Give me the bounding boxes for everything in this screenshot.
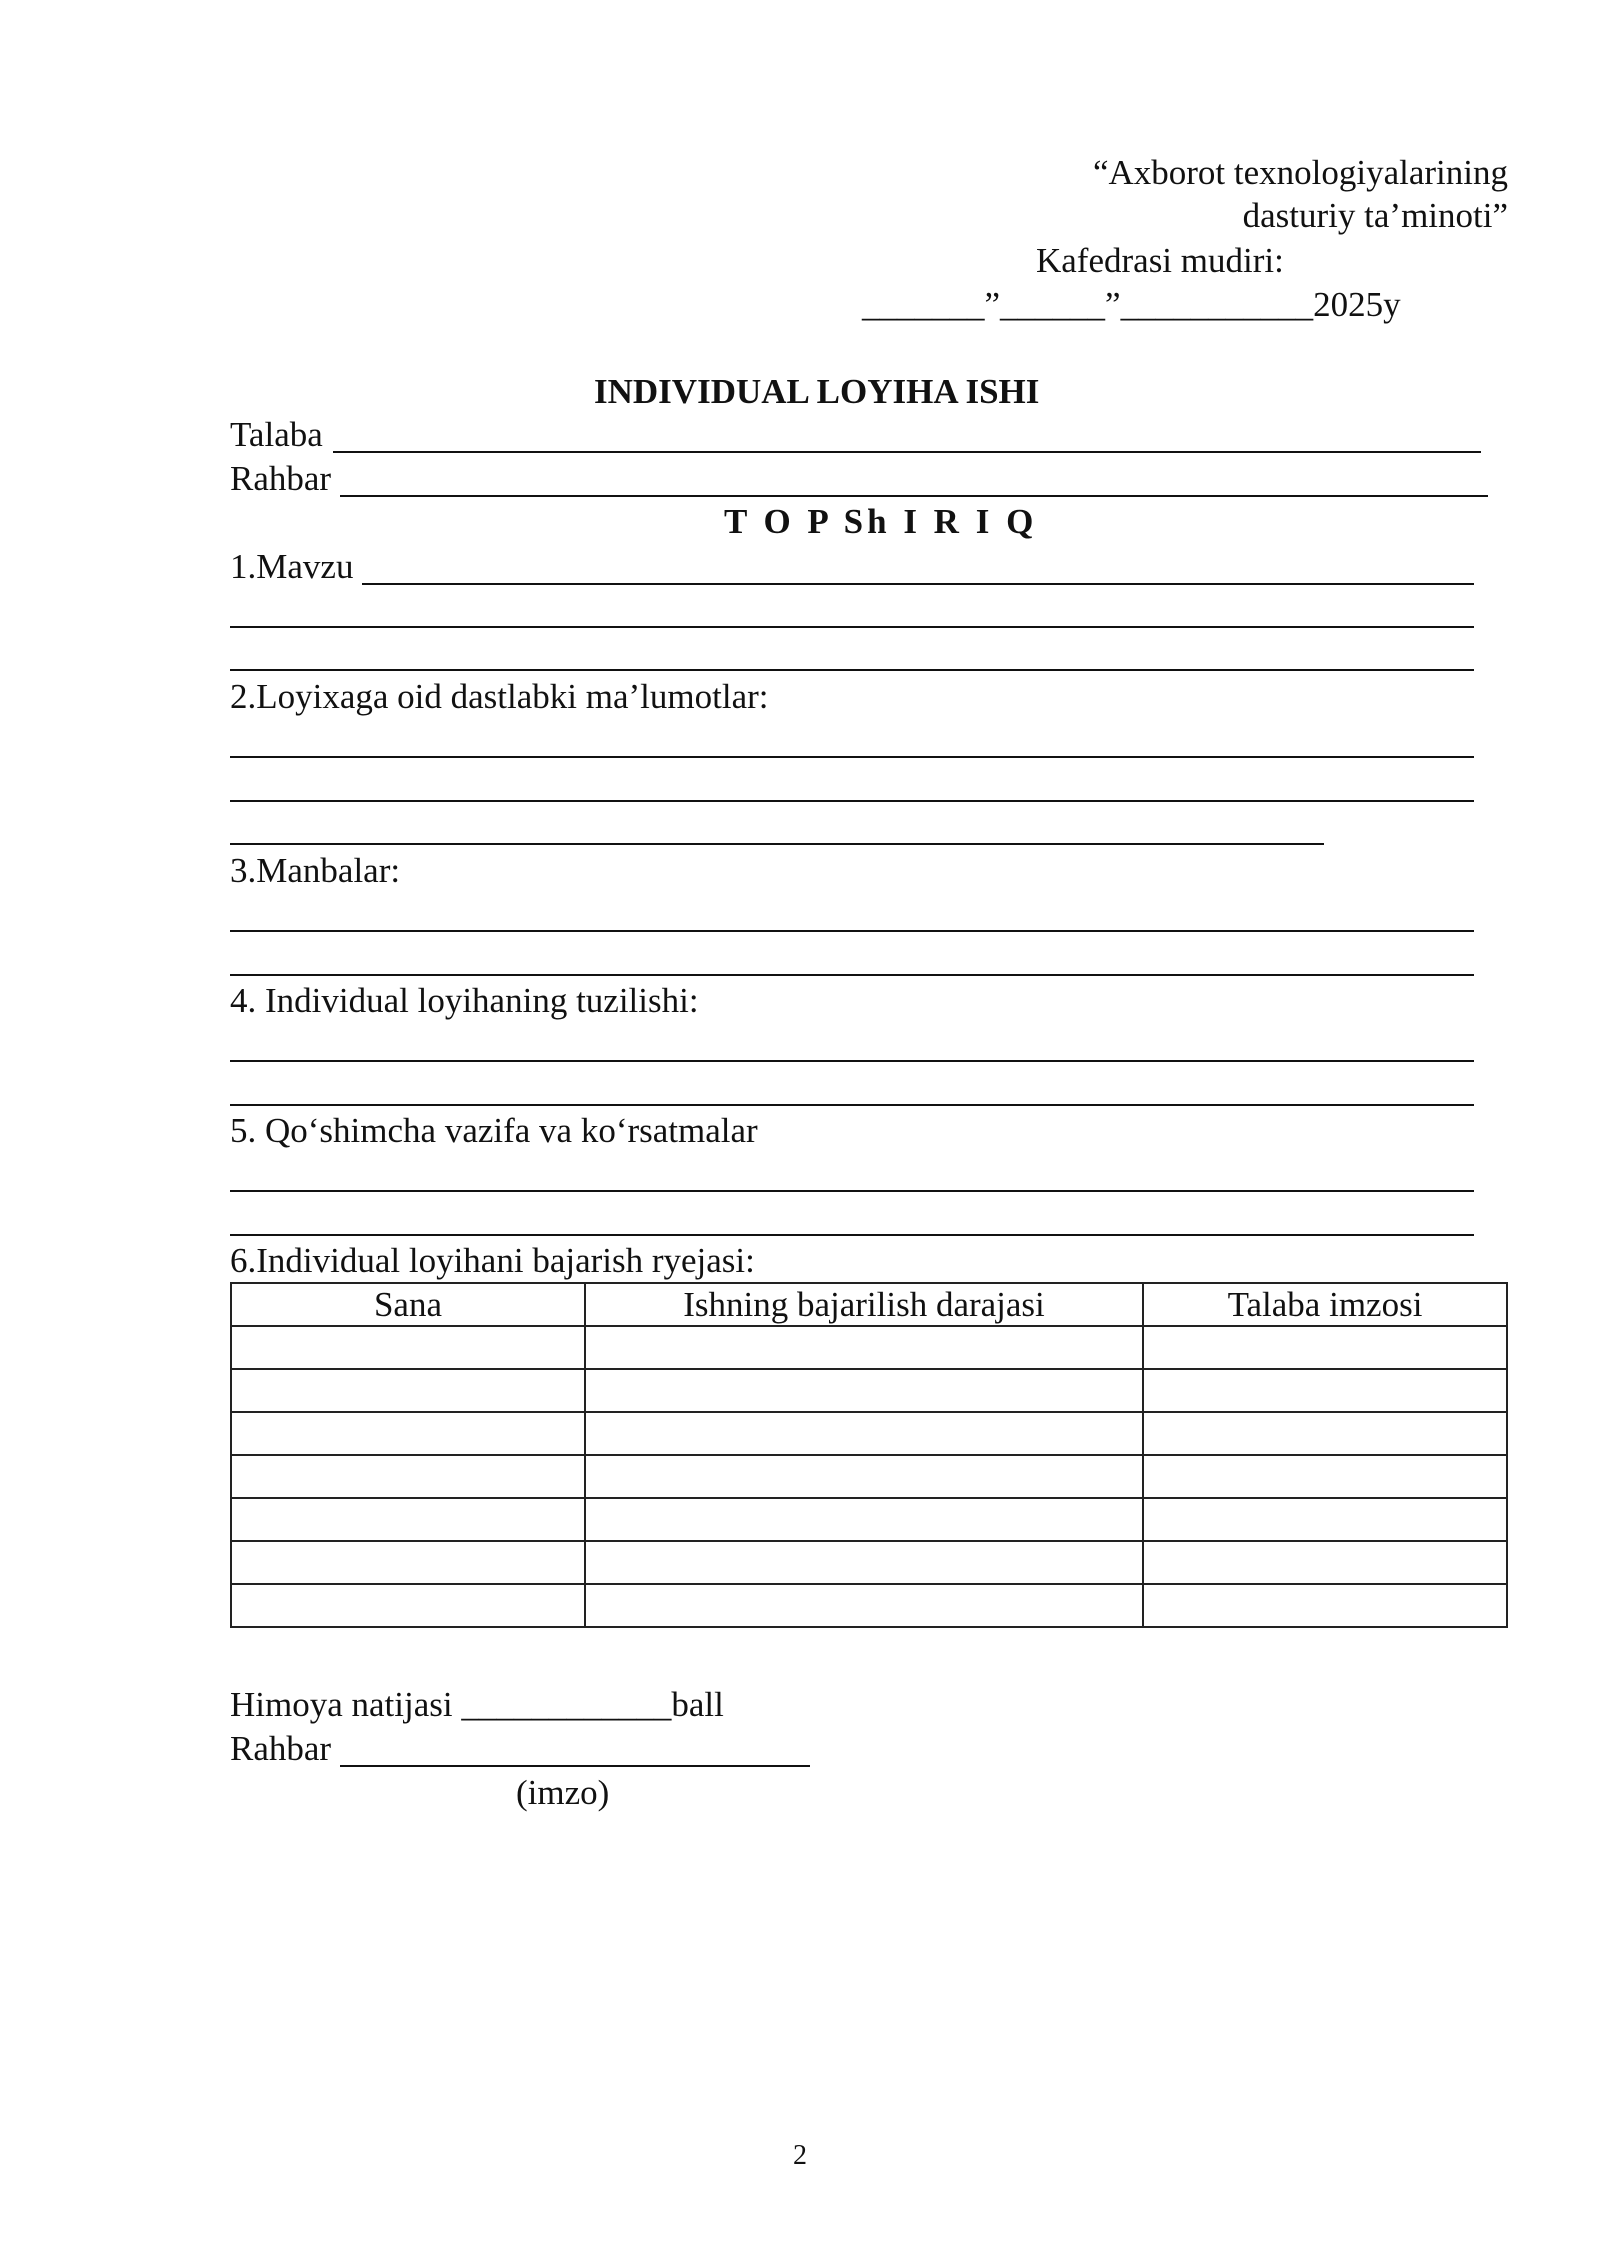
column-header-progress: Ishning bajarilish darajasi xyxy=(585,1283,1143,1326)
date-cell[interactable] xyxy=(231,1584,585,1627)
date-cell[interactable] xyxy=(231,1412,585,1455)
progress-cell[interactable] xyxy=(585,1541,1143,1584)
topic-line-2[interactable] xyxy=(230,626,1474,628)
signature-cell[interactable] xyxy=(1143,1455,1507,1498)
signature-cell[interactable] xyxy=(1143,1326,1507,1369)
additional-line-1[interactable] xyxy=(230,1190,1474,1192)
approval-date-line: _______”______”___________2025y xyxy=(862,285,1401,324)
initial-data-line-2[interactable] xyxy=(230,800,1474,802)
section-plan-label: 6.Individual loyihani bajarish ryejasi: xyxy=(230,1241,755,1280)
additional-line-2[interactable] xyxy=(230,1234,1474,1236)
signature-cell[interactable] xyxy=(1143,1584,1507,1627)
progress-cell[interactable] xyxy=(585,1326,1143,1369)
supervisor-name-line[interactable] xyxy=(340,495,1488,497)
department-name-line2: dasturiy ta’minoti” xyxy=(1242,196,1508,235)
defense-result-label: Himoya natijasi ____________ball xyxy=(230,1685,724,1724)
progress-cell[interactable] xyxy=(585,1455,1143,1498)
date-cell[interactable] xyxy=(231,1455,585,1498)
column-header-date: Sana xyxy=(231,1283,585,1326)
department-name-line1: “Axborot texnologiyalarining xyxy=(1092,153,1508,192)
supervisor-label: Rahbar xyxy=(230,459,332,498)
student-label: Talaba xyxy=(230,415,323,454)
progress-cell[interactable] xyxy=(585,1498,1143,1541)
signature-cell[interactable] xyxy=(1143,1369,1507,1412)
signature-caption: (imzo) xyxy=(516,1773,610,1812)
task-title: T O P Sh I R I Q xyxy=(724,502,1038,541)
column-header-student-signature: Talaba imzosi xyxy=(1143,1283,1507,1326)
signature-cell[interactable] xyxy=(1143,1412,1507,1455)
table-row xyxy=(231,1541,1507,1584)
table-row xyxy=(231,1498,1507,1541)
structure-line-1[interactable] xyxy=(230,1060,1474,1062)
page-number: 2 xyxy=(793,2140,807,2171)
table-row xyxy=(231,1369,1507,1412)
section-structure-label: 4. Individual loyihaning tuzilishi: xyxy=(230,981,699,1020)
topic-line-1[interactable] xyxy=(362,583,1474,585)
table-row xyxy=(231,1412,1507,1455)
initial-data-line-3[interactable] xyxy=(230,843,1324,845)
plan-table xyxy=(230,1282,1508,1628)
date-cell[interactable] xyxy=(231,1498,585,1541)
student-name-line[interactable] xyxy=(333,451,1481,453)
section-sources-label: 3.Manbalar: xyxy=(230,851,401,890)
signature-cell[interactable] xyxy=(1143,1541,1507,1584)
footer-supervisor-label: Rahbar xyxy=(230,1729,332,1768)
date-cell[interactable] xyxy=(231,1326,585,1369)
progress-cell[interactable] xyxy=(585,1369,1143,1412)
document-title: INDIVIDUAL LOYIHA ISHI xyxy=(594,372,1040,411)
sources-line-1[interactable] xyxy=(230,930,1474,932)
topic-line-3[interactable] xyxy=(230,669,1474,671)
structure-line-2[interactable] xyxy=(230,1104,1474,1106)
date-cell[interactable] xyxy=(231,1541,585,1584)
sources-line-2[interactable] xyxy=(230,974,1474,976)
plan-table-header-row xyxy=(231,1283,1507,1326)
signature-cell[interactable] xyxy=(1143,1498,1507,1541)
initial-data-line-1[interactable] xyxy=(230,756,1474,758)
section-topic-label: 1.Mavzu xyxy=(230,547,354,586)
department-head-label: Kafedrasi mudiri: xyxy=(1036,241,1284,280)
table-row xyxy=(231,1584,1507,1627)
section-additional-label: 5. Qo‘shimcha vazifa va ko‘rsatmalar xyxy=(230,1111,758,1150)
supervisor-signature-line[interactable] xyxy=(340,1765,810,1767)
section-initial-data-label: 2.Loyixaga oid dastlabki ma’lumotlar: xyxy=(230,677,769,716)
progress-cell[interactable] xyxy=(585,1584,1143,1627)
table-row xyxy=(231,1455,1507,1498)
table-row xyxy=(231,1326,1507,1369)
date-cell[interactable] xyxy=(231,1369,585,1412)
progress-cell[interactable] xyxy=(585,1412,1143,1455)
